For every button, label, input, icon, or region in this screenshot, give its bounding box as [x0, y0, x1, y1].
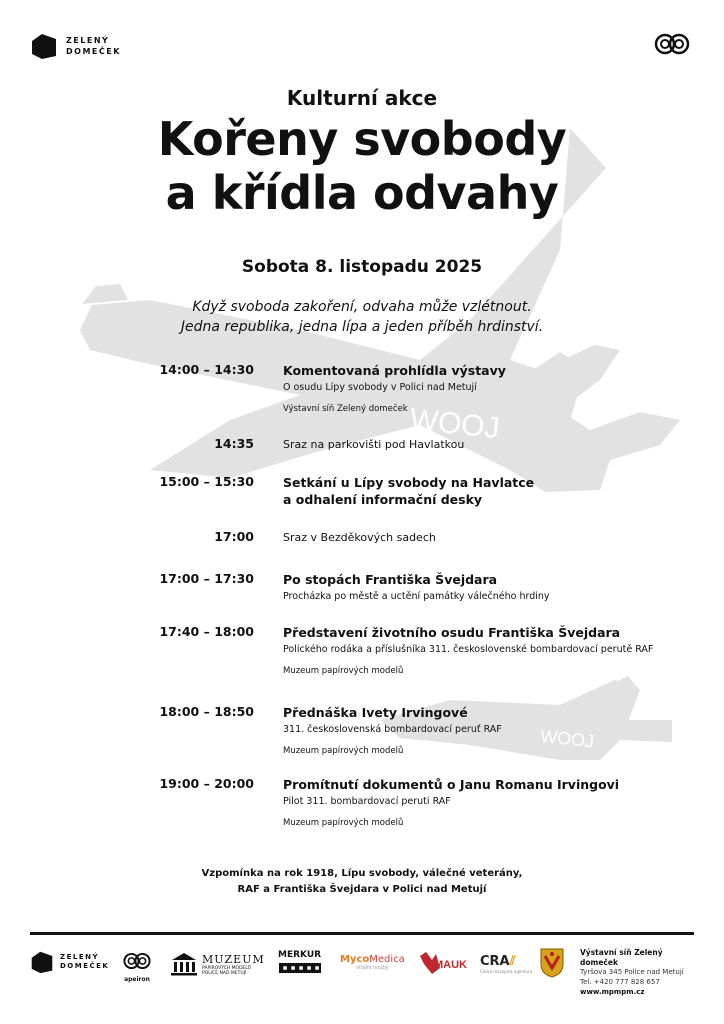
program-subtitle: O osudu Lípy svobody v Polici nad Metují: [283, 382, 477, 393]
house-icon: [30, 32, 58, 60]
venue-address: Tyršova 345 Police nad Metují: [580, 968, 684, 976]
house-icon: [30, 950, 54, 974]
page-title: [0, 112, 724, 220]
program-time: 17:40 – 18:00: [159, 624, 254, 639]
program-location: Muzeum papírových modelů: [283, 818, 404, 828]
sponsor-cra: CRA⫽ Česká rozvojová agentura: [480, 954, 533, 974]
title-line-1: Kořeny svobody: [157, 112, 567, 166]
title-line-2: a křídla odvahy: [165, 166, 559, 220]
mauk-logo: [418, 950, 467, 976]
sponsor-zd-line2: DOMEČEK: [60, 962, 110, 970]
program-location: Muzeum papírových modelů: [283, 666, 404, 676]
venue-web: www.mpmpm.cz: [580, 988, 645, 996]
program-title: Po stopách Františka Švejdara: [283, 572, 498, 587]
apeiron-logo-icon: [654, 30, 690, 58]
program-time: 15:00 – 15:30: [159, 474, 254, 489]
footer-note-line-1: Vzpomínka na rok 1918, Lípu svobody, válečné veterány,: [201, 868, 523, 879]
police-crest-icon: [540, 948, 564, 982]
program-location: Výstavní síň Zelený domeček: [283, 404, 408, 414]
venue-contact: [580, 948, 700, 997]
logo-line2: DOMEČEK: [66, 47, 121, 56]
sponsor-mauk: [418, 950, 467, 980]
footer-note: [0, 866, 724, 898]
program-subtitle: Pilot 311. bombardovací peruti RAF: [283, 796, 451, 807]
muzeum-label: MUZEUM: [202, 952, 265, 966]
program-title: Promítnutí dokumentů o Janu Romanu Irvingovi: [283, 777, 620, 792]
cra-label: CRA: [480, 954, 510, 969]
program-time: 18:00 – 18:50: [159, 704, 254, 719]
aircraft-code-large: WOOJ: [408, 402, 502, 446]
aircraft-code-small: WOOJ: [539, 725, 596, 752]
sponsor-apeiron: [120, 950, 154, 983]
merkur-toy-icon: [279, 961, 321, 975]
apeiron-icon: [122, 950, 152, 972]
cra-sub: Česká rozvojová agentura: [480, 969, 533, 974]
sponsor-muzeum: [170, 952, 265, 976]
event-date: Sobota 8. listopadu 2025: [241, 257, 483, 277]
museum-building-icon: [170, 952, 198, 976]
sponsor-zd-line1: ZELENÝ: [60, 953, 100, 961]
event-kicker: Kulturní akce: [286, 86, 438, 110]
sponsor-mycomedica: [340, 954, 405, 971]
program-time: 14:35: [214, 436, 254, 451]
muzeum-sub-1: PAPÍROVÝCH MODELŮ: [202, 965, 251, 971]
program-title: Sraz v Bezděkových sadech: [283, 531, 436, 544]
myco-label-b: Medica: [369, 954, 405, 965]
sponsor-logos: [30, 946, 694, 996]
program-title: Setkání u Lípy svobody na Havlatce: [283, 475, 535, 490]
motto-line-2: Jedna republika, jedna lípa a jeden příběh hrdinství.: [180, 319, 544, 335]
sponsor-zeleny-domecek: [30, 950, 109, 974]
program-title-line-2: a odhalení informační desky: [283, 492, 483, 507]
motto-line-1: Když svoboda zakoření, odvaha může vzlétnout.: [192, 299, 532, 315]
footer-divider: [30, 932, 694, 935]
program-time: 19:00 – 20:00: [159, 776, 254, 791]
logo-wordmark: [66, 35, 121, 57]
program-location: Muzeum papírových modelů: [283, 746, 404, 756]
program-subtitle: 311. československá bombardovací peruť RAF: [283, 724, 502, 735]
program-subtitle: Procházka po městě a uctění památky válečného hrdiny: [283, 591, 550, 602]
program-title: Sraz na parkovišti pod Havlatkou: [283, 438, 465, 451]
merkur-label: MERKUR: [278, 950, 322, 960]
mauk-label: MAUK: [434, 959, 467, 971]
logo-line1: ZELENÝ: [66, 36, 110, 45]
venue-phone: Tel. +420 777 828 657: [580, 977, 660, 986]
program-title: Přednáška Ivety Irvingové: [283, 705, 468, 720]
myco-sub: vitální houby: [356, 965, 389, 971]
zeleny-domecek-logo: [30, 32, 121, 60]
sponsor-merkur: [278, 950, 321, 979]
footer-note-line-2: RAF a Františka Švejdara v Polici nad Metují: [237, 884, 487, 895]
program-subtitle: Polického rodáka a příslušníka 311. československé bombardovací perutě RAF: [283, 644, 654, 655]
program-title: Představení životního osudu Františka Švejdara: [283, 625, 621, 640]
apeiron-label: apeiron: [124, 976, 150, 983]
program-title: Komentovaná prohlídla výstavy: [283, 363, 506, 378]
myco-label-a: Myco: [340, 954, 370, 965]
muzeum-sub-2: POLICE NAD METUJÍ: [202, 970, 247, 976]
venue-name: Výstavní síň Zelený domeček: [580, 948, 663, 967]
program-time: 14:00 – 14:30: [159, 362, 254, 377]
event-motto: [0, 297, 724, 337]
program-time: 17:00 – 17:30: [159, 571, 254, 586]
program-time: 17:00: [214, 529, 254, 544]
